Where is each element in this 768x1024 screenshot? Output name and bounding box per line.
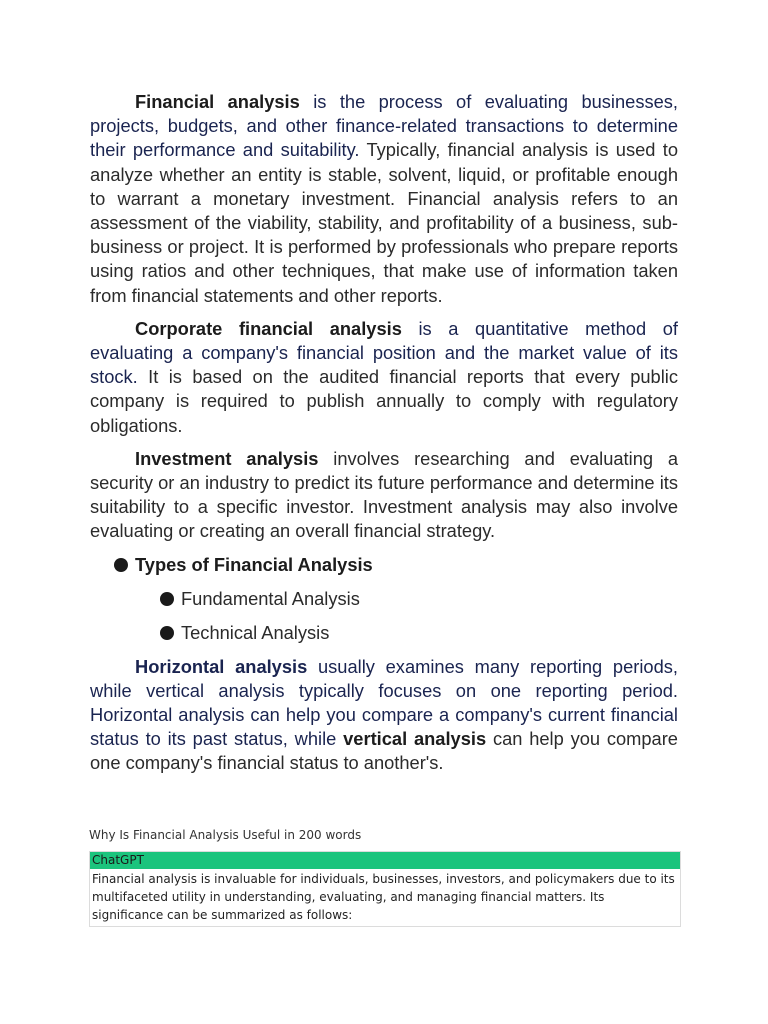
chat-answer: Financial analysis is invaluable for individuals, businesses, investors, and policymakers due to its multifaceted utility in understanding, evaluating, and managing financial matters. Its significance can be summarized as follows: (92, 872, 675, 922)
bullet-dot-icon (160, 592, 174, 606)
term-financial-analysis: Financial analysis (135, 91, 300, 112)
bullet-heading-label: Types of Financial Analysis (135, 553, 373, 575)
definition-link[interactable]: usually examines many reporting periods, while vertical analysis typically focuses on one reporting period. (90, 655, 678, 701)
document-body (90, 90, 678, 785)
list-item (90, 621, 678, 645)
paragraph-text: Horizontal analysis can help you compare a company's current financial status to its past status, while (90, 704, 678, 750)
chat-author-header: ChatGPT (90, 852, 680, 869)
chat-question: Why Is Financial Analysis Useful in 200 words (89, 828, 362, 842)
paragraph-text: involves researching and evaluating a security or an industry to predict its future performance and determine its suitability to a specific investor. Investment analysis may also involve evaluating or creating an overall financial strategy. (90, 447, 678, 542)
chat-excerpt (89, 827, 681, 927)
chat-response-box (89, 851, 681, 927)
definition-link[interactable]: is a quantitative method of evaluating a company's financial position and the market value of its stock. (90, 317, 678, 388)
term-corporate-financial-analysis: Corporate financial analysis (135, 317, 402, 339)
bullet-dot-icon (114, 558, 128, 572)
paragraph-corporate-financial-analysis (90, 317, 678, 438)
term-investment-analysis: Investment analysis (135, 447, 319, 469)
paragraph-text: It is based on the audited financial reports that every public company is required to publish annually to comply with regulatory obligations. (90, 366, 678, 436)
paragraph-text: Typically, financial analysis is used to analyze whether an entity is stable, solvent, liquid, or profitable enough to warrant a monetary investment. Financial analysis refers to an assessment of the viability, stability, and profitability of a business, sub-business or project. It is performed by professionals who prepare reports using ratios and other techniques, that make use of information taken from financial statements and other reports. (90, 139, 678, 306)
paragraph-financial-analysis (90, 90, 678, 308)
bullet-heading (90, 553, 678, 577)
list-item (90, 587, 678, 611)
paragraph-text: can help you compare one company's financial status to another's. (90, 728, 678, 774)
bullet-dot-icon (160, 626, 174, 640)
list-item-label: Technical Analysis (181, 621, 330, 643)
list-item-label: Fundamental Analysis (181, 587, 360, 609)
term-horizontal-analysis: Horizontal analysis (135, 655, 308, 677)
term-vertical-analysis: vertical analysis (343, 728, 487, 750)
definition-link[interactable]: is the process of evaluating businesses, projects, budgets, and other finance-related transactions to determine their performance and suitability. (90, 91, 678, 161)
paragraph-horizontal-analysis (90, 655, 678, 776)
paragraph-investment-analysis (90, 447, 678, 544)
